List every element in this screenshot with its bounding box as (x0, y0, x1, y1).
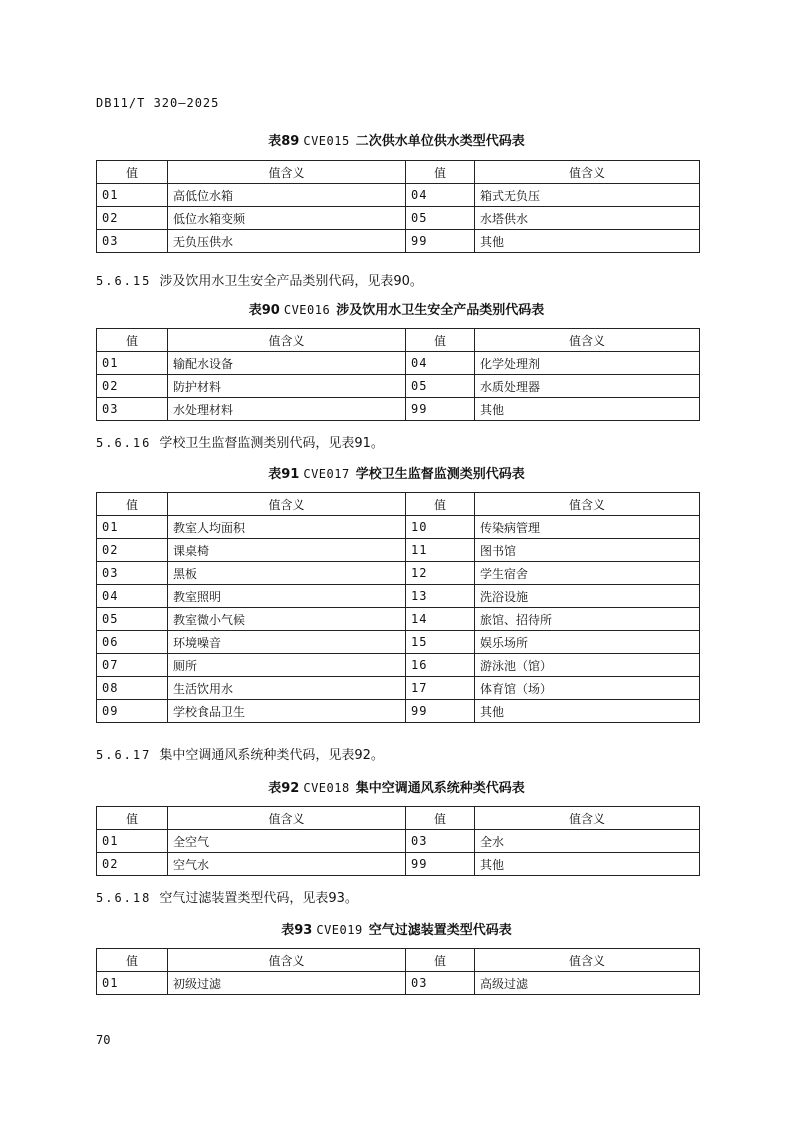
table-header-row (97, 949, 700, 972)
section-number: 5.6.18 (96, 891, 152, 905)
table-91 (96, 492, 700, 723)
meaning-cell: 其他 (475, 700, 700, 723)
column-header: 值含义 (475, 161, 700, 184)
code-value-cell: 01 (97, 184, 168, 207)
meaning-cell: 防护材料 (168, 375, 406, 398)
meaning-cell: 课桌椅 (168, 539, 406, 562)
section-number: 5.6.16 (96, 436, 152, 450)
code-value-cell: 10 (406, 516, 475, 539)
table-91-caption (0, 463, 793, 482)
section-5-6-15 (96, 270, 423, 289)
meaning-cell: 厕所 (168, 654, 406, 677)
table-row (97, 375, 700, 398)
meaning-cell: 全水 (475, 830, 700, 853)
meaning-cell: 洗浴设施 (475, 585, 700, 608)
meaning-cell: 化学处理剂 (475, 352, 700, 375)
code-value-cell: 06 (97, 631, 168, 654)
section-number: 5.6.15 (96, 274, 152, 288)
table-row (97, 853, 700, 876)
meaning-cell: 娱乐场所 (475, 631, 700, 654)
table-row (97, 830, 700, 853)
section-5-6-16 (96, 432, 384, 451)
section-text: 集中空调通风系统种类代码，见表92。 (159, 748, 384, 763)
meaning-cell: 图书馆 (475, 539, 700, 562)
caption-title: 学校卫生监督监测类别代码表 (355, 467, 525, 482)
code-value-cell: 03 (406, 972, 475, 995)
column-header: 值含义 (168, 949, 406, 972)
code-value-cell: 99 (406, 230, 475, 253)
caption-prefix: 表93 (281, 923, 313, 938)
column-header: 值 (97, 329, 168, 352)
code-value-cell: 99 (406, 700, 475, 723)
code-value-cell: 01 (97, 972, 168, 995)
code-value-cell: 03 (406, 830, 475, 853)
table-row (97, 352, 700, 375)
meaning-cell: 其他 (475, 853, 700, 876)
caption-title: 涉及饮用水卫生安全产品类别代码表 (336, 303, 545, 318)
meaning-cell: 水塔供水 (475, 207, 700, 230)
caption-code: CVE015 (303, 134, 350, 148)
caption-code: CVE019 (316, 923, 363, 937)
table-92-caption (0, 777, 793, 796)
code-value-cell: 99 (406, 398, 475, 421)
code-value-cell: 03 (97, 230, 168, 253)
section-number: 5.6.17 (96, 748, 152, 762)
code-value-cell: 02 (97, 853, 168, 876)
code-value-cell: 03 (97, 398, 168, 421)
table-row (97, 398, 700, 421)
code-value-cell: 99 (406, 853, 475, 876)
table-row (97, 230, 700, 253)
code-value-cell: 02 (97, 539, 168, 562)
meaning-cell: 无负压供水 (168, 230, 406, 253)
table-row (97, 677, 700, 700)
meaning-cell: 其他 (475, 230, 700, 253)
meaning-cell: 教室微小气候 (168, 608, 406, 631)
code-value-cell: 05 (406, 375, 475, 398)
meaning-cell: 高低位水箱 (168, 184, 406, 207)
table-header-row (97, 161, 700, 184)
table-row (97, 539, 700, 562)
meaning-cell: 高级过滤 (475, 972, 700, 995)
table-row (97, 654, 700, 677)
code-value-cell: 16 (406, 654, 475, 677)
meaning-cell: 学校食品卫生 (168, 700, 406, 723)
table-row (97, 184, 700, 207)
meaning-cell: 空气水 (168, 853, 406, 876)
section-5-6-18 (96, 887, 358, 906)
meaning-cell: 体育馆（场） (475, 677, 700, 700)
caption-code: CVE018 (303, 781, 350, 795)
table-header-row (97, 807, 700, 830)
code-value-cell: 01 (97, 516, 168, 539)
meaning-cell: 其他 (475, 398, 700, 421)
table-row (97, 608, 700, 631)
code-value-cell: 01 (97, 352, 168, 375)
table-row (97, 585, 700, 608)
meaning-cell: 全空气 (168, 830, 406, 853)
table-89-caption (0, 130, 793, 149)
meaning-cell: 传染病管理 (475, 516, 700, 539)
column-header: 值 (97, 161, 168, 184)
page-number: 70 (96, 1033, 111, 1047)
table-row (97, 562, 700, 585)
section-5-6-17 (96, 744, 384, 763)
code-value-cell: 05 (406, 207, 475, 230)
document-header: DB11/T 320—2025 (96, 96, 220, 110)
meaning-cell: 黑板 (168, 562, 406, 585)
code-value-cell: 12 (406, 562, 475, 585)
meaning-cell: 游泳池（馆） (475, 654, 700, 677)
code-value-cell: 05 (97, 608, 168, 631)
table-header-row (97, 493, 700, 516)
caption-code: CVE017 (303, 467, 350, 481)
column-header: 值含义 (168, 329, 406, 352)
code-value-cell: 17 (406, 677, 475, 700)
caption-prefix: 表89 (268, 134, 300, 149)
meaning-cell: 教室照明 (168, 585, 406, 608)
code-value-cell: 08 (97, 677, 168, 700)
caption-prefix: 表92 (268, 781, 300, 796)
column-header: 值 (406, 493, 475, 516)
column-header: 值含义 (168, 807, 406, 830)
meaning-cell: 低位水箱变频 (168, 207, 406, 230)
column-header: 值 (406, 949, 475, 972)
caption-prefix: 表91 (268, 467, 300, 482)
table-header-row (97, 329, 700, 352)
meaning-cell: 学生宿舍 (475, 562, 700, 585)
caption-title: 二次供水单位供水类型代码表 (355, 134, 525, 149)
code-value-cell: 14 (406, 608, 475, 631)
caption-code: CVE016 (283, 303, 331, 317)
caption-prefix: 表90 (248, 303, 280, 318)
meaning-cell: 生活饮用水 (168, 677, 406, 700)
column-header: 值含义 (475, 493, 700, 516)
meaning-cell: 初级过滤 (168, 972, 406, 995)
column-header: 值 (406, 807, 475, 830)
column-header: 值 (97, 493, 168, 516)
table-row (97, 700, 700, 723)
code-value-cell: 04 (97, 585, 168, 608)
table-90 (96, 328, 700, 421)
code-value-cell: 02 (97, 375, 168, 398)
column-header: 值含义 (475, 329, 700, 352)
code-value-cell: 11 (406, 539, 475, 562)
meaning-cell: 旅馆、招待所 (475, 608, 700, 631)
column-header: 值含义 (168, 493, 406, 516)
code-value-cell: 04 (406, 352, 475, 375)
column-header: 值含义 (475, 949, 700, 972)
column-header: 值 (97, 807, 168, 830)
section-text: 空气过滤装置类型代码，见表93。 (159, 891, 358, 906)
code-value-cell: 01 (97, 830, 168, 853)
meaning-cell: 箱式无负压 (475, 184, 700, 207)
table-92 (96, 806, 700, 876)
meaning-cell: 水质处理器 (475, 375, 700, 398)
table-row (97, 516, 700, 539)
caption-title: 集中空调通风系统种类代码表 (355, 781, 525, 796)
table-93-caption (0, 919, 793, 938)
code-value-cell: 02 (97, 207, 168, 230)
meaning-cell: 环境噪音 (168, 631, 406, 654)
section-text: 学校卫生监督监测类别代码，见表91。 (159, 436, 384, 451)
section-text: 涉及饮用水卫生安全产品类别代码，见表90。 (159, 274, 423, 289)
meaning-cell: 水处理材料 (168, 398, 406, 421)
column-header: 值 (97, 949, 168, 972)
table-90-caption (0, 299, 793, 318)
code-value-cell: 07 (97, 654, 168, 677)
code-value-cell: 09 (97, 700, 168, 723)
meaning-cell: 输配水设备 (168, 352, 406, 375)
table-row (97, 207, 700, 230)
caption-title: 空气过滤装置类型代码表 (368, 923, 512, 938)
table-row (97, 631, 700, 654)
table-93 (96, 948, 700, 995)
code-value-cell: 04 (406, 184, 475, 207)
column-header: 值 (406, 161, 475, 184)
code-value-cell: 03 (97, 562, 168, 585)
table-row (97, 972, 700, 995)
code-value-cell: 13 (406, 585, 475, 608)
code-value-cell: 15 (406, 631, 475, 654)
table-89 (96, 160, 700, 253)
column-header: 值 (406, 329, 475, 352)
meaning-cell: 教室人均面积 (168, 516, 406, 539)
column-header: 值含义 (475, 807, 700, 830)
column-header: 值含义 (168, 161, 406, 184)
